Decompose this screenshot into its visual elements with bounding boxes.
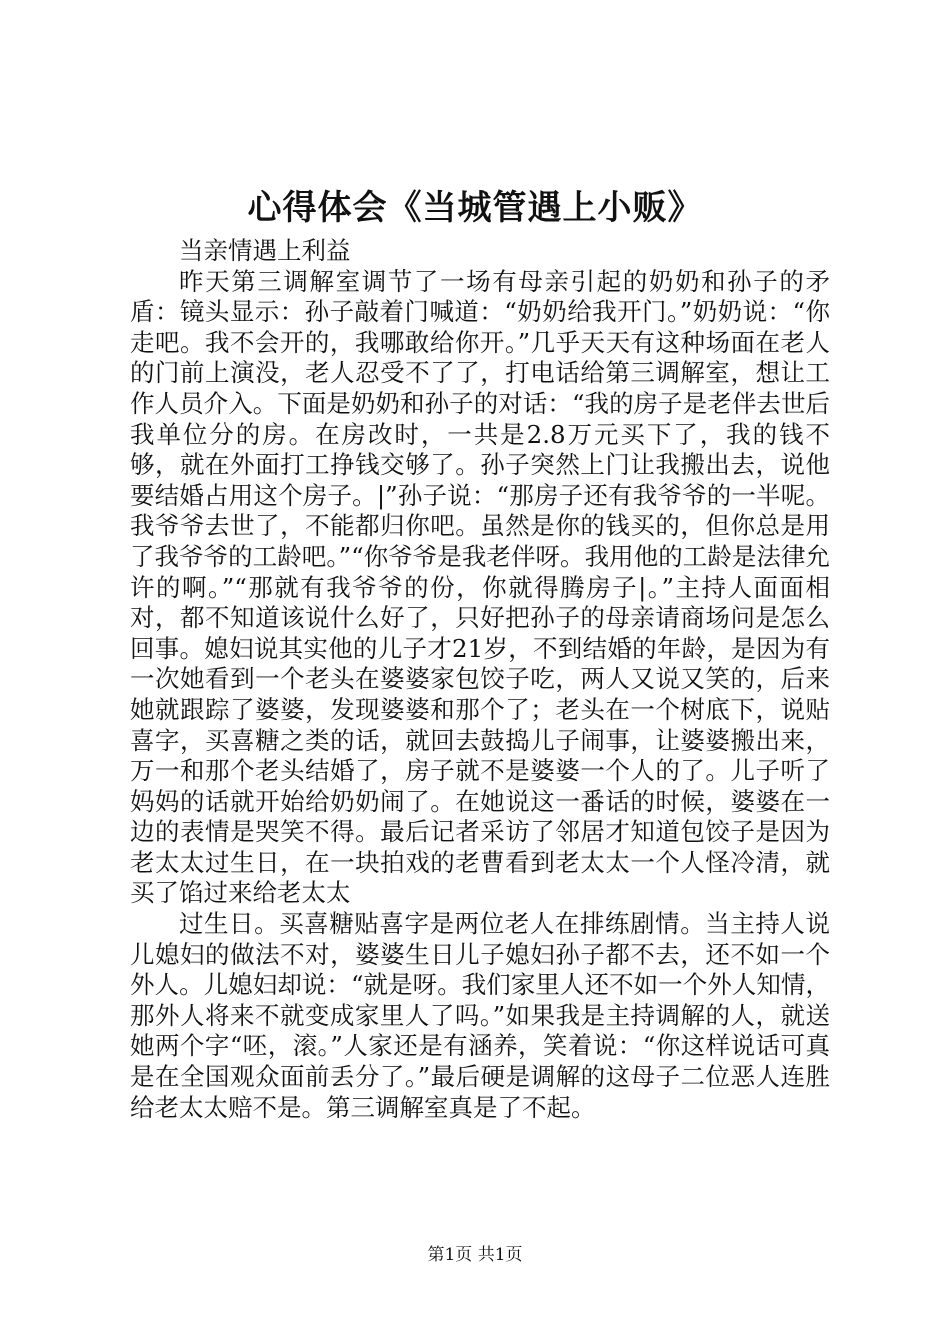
page-footer: 第1页 共1页 [427,1245,523,1265]
paragraph: 昨天第三调解室调节了一场有母亲引起的奶奶和孙子的矛盾：镜头显示：孙子敲着门喊道：“奶奶给我开门。”奶奶说：“你走吧。我不会开的，我哪敢给你开。”几乎天天有这种场面在老人的门前上演没，老人忍受不了了，打电话给第三调解室，想让工作人员介入。下面是奶奶和孙子的对话：“我的房子是老伴去世后我单位分的房。在房改时，一共是2.8万元买下了，我的钱不够，就在外面打工挣钱交够了。孙子突然上门让我搬出去，说他要结婚占用这个房子。|”孙子说：“那房子还有我爷爷的一半呢。我爷爷去世了，不能都归你吧。虽然是你的钱买的，但你总是用了我爷爷的工龄吧。”“你爷爷是我老伴呀。我用他的工龄是法律允许的啊。”“那就有我爷爷的份，你就得腾房子|。”主持人面面相对，都不知道该说什么好了，只好把孙子的母亲请商场问是怎么回事。媳妇说其实他的儿子才21岁，不到结婚的年龄，是因为有一次她看到一个老头在婆婆家包饺子吃，两人又说又笑的，后来她就跟踪了婆婆，发现婆婆和那个了；老头在一个树底下，说贴喜字，买喜糖之类的话，就回去鼓捣儿子闹事，让婆婆搬出来，万一和那个老头结婚了，房子就不是婆婆一个人的了。儿子听了妈妈的话就开始给奶奶闹了。在她说这一番话的时候，婆婆在一边的表情是哭笑不得。最后记者采访了邻居才知道包饺子是因为老太太过生日，在一块拍戏的老曹看到老太太一个人怪冷清，就买了馅过来给老太太 [130,266,830,908]
paragraph: 过生日。买喜糖贴喜字是两位老人在排练剧情。当主持人说儿媳妇的做法不对，婆婆生日儿子媳妇孙子都不去，还不如一个外人。儿媳妇却说：“就是呀。我们家里人还不如一个外人知情，那外人将来不就变成家里人了吗。”如果我是主持调解的人，就送她两个字“呸，滚。”人家还是有涵养，笑着说：“你这样说话可真是在全国观众面前丢分了。”最后硬是调解的这母子二位恶人连胜给老太太赔不是。第三调解室真是了不起。 [130,909,830,1122]
document-title: 心得体会《当城管遇上小贩》 [247,188,703,228]
document-body [130,236,830,1123]
paragraph-subtitle: 当亲情遇上利益 [179,236,351,265]
